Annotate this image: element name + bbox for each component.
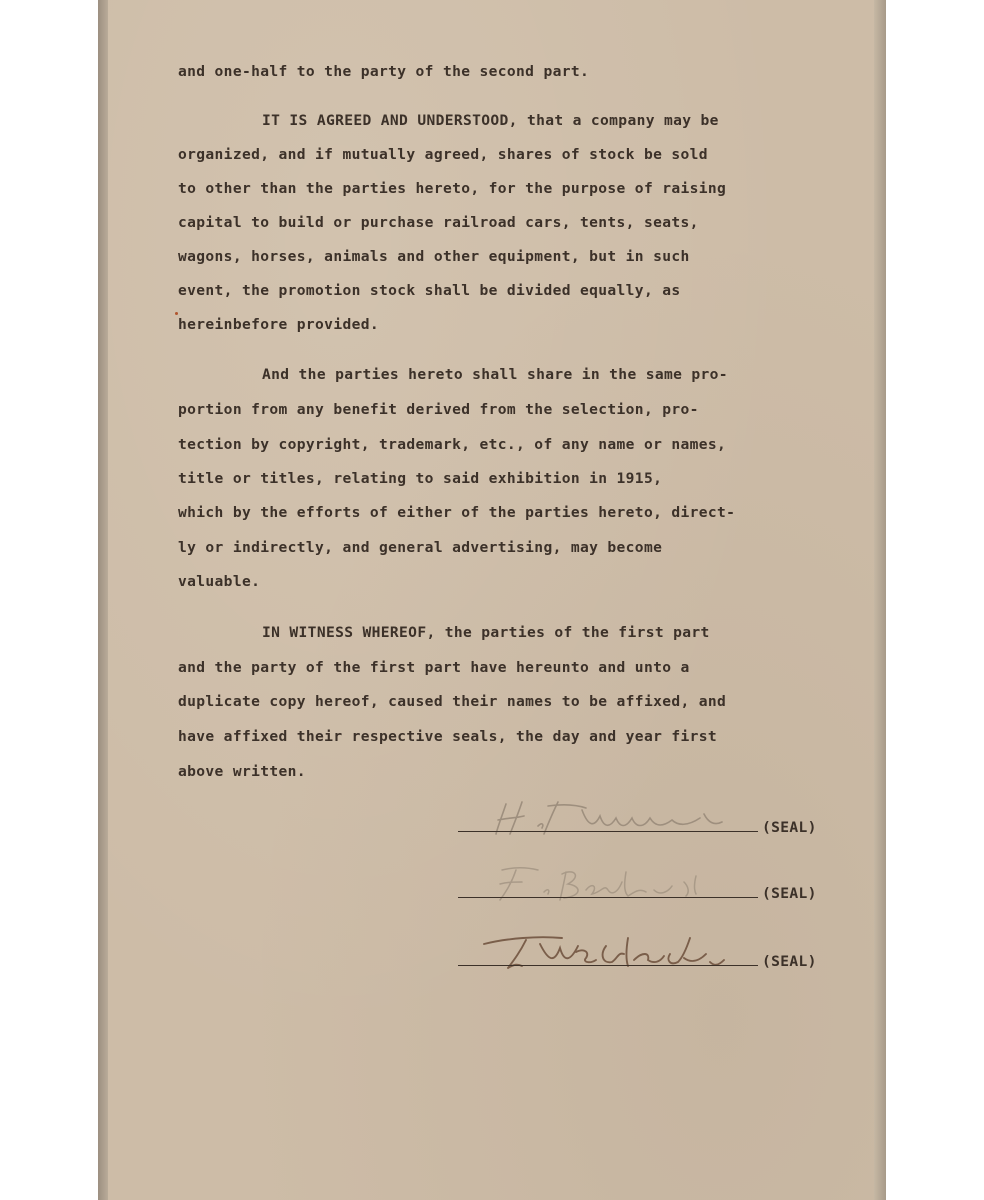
text-line: organized, and if mutually agreed, shares of stock be sold xyxy=(178,146,708,163)
seal-label: (SEAL) xyxy=(762,885,817,902)
text-line: tection by copyright, trademark, etc., of any name or names, xyxy=(178,436,727,453)
text-line: ly or indirectly, and general advertising, may become xyxy=(178,539,663,556)
text-line: IT IS AGREED AND UNDERSTOOD, that a company may be xyxy=(262,112,719,129)
text-line: capital to build or purchase railroad cars, tents, seats, xyxy=(178,214,699,231)
text-line: And the parties hereto shall share in the same pro- xyxy=(262,366,728,383)
text-line: above written. xyxy=(178,763,306,780)
text-line: and the party of the first part have hereunto and unto a xyxy=(178,659,690,676)
text-line: wagons, horses, animals and other equipment, but in such xyxy=(178,248,690,265)
text-line: title or titles, relating to said exhibition in 1915, xyxy=(178,470,663,487)
text-line: hereinbefore provided. xyxy=(178,316,379,333)
text-line: to other than the parties hereto, for the purpose of raising xyxy=(178,180,727,197)
text-line: which by the efforts of either of the parties hereto, direct- xyxy=(178,504,736,521)
frame-mat-left xyxy=(98,0,108,1200)
text-line: duplicate copy hereof, caused their names to be affixed, and xyxy=(178,693,727,710)
text-line: have affixed their respective seals, the day and year first xyxy=(178,728,718,745)
signature-line xyxy=(458,897,758,898)
signature-line xyxy=(458,965,758,966)
text-line: event, the promotion stock shall be divided equally, as xyxy=(178,282,681,299)
text-line: IN WITNESS WHEREOF, the parties of the first part xyxy=(262,624,710,641)
signature-line xyxy=(458,831,758,832)
text-line: portion from any benefit derived from the selection, pro- xyxy=(178,401,699,418)
text-line: and one-half to the party of the second part. xyxy=(178,63,590,80)
text-line: valuable. xyxy=(178,573,261,590)
seal-label: (SEAL) xyxy=(762,953,817,970)
frame-mat-right xyxy=(874,0,886,1200)
seal-label: (SEAL) xyxy=(762,819,817,836)
ink-speck xyxy=(175,312,178,315)
